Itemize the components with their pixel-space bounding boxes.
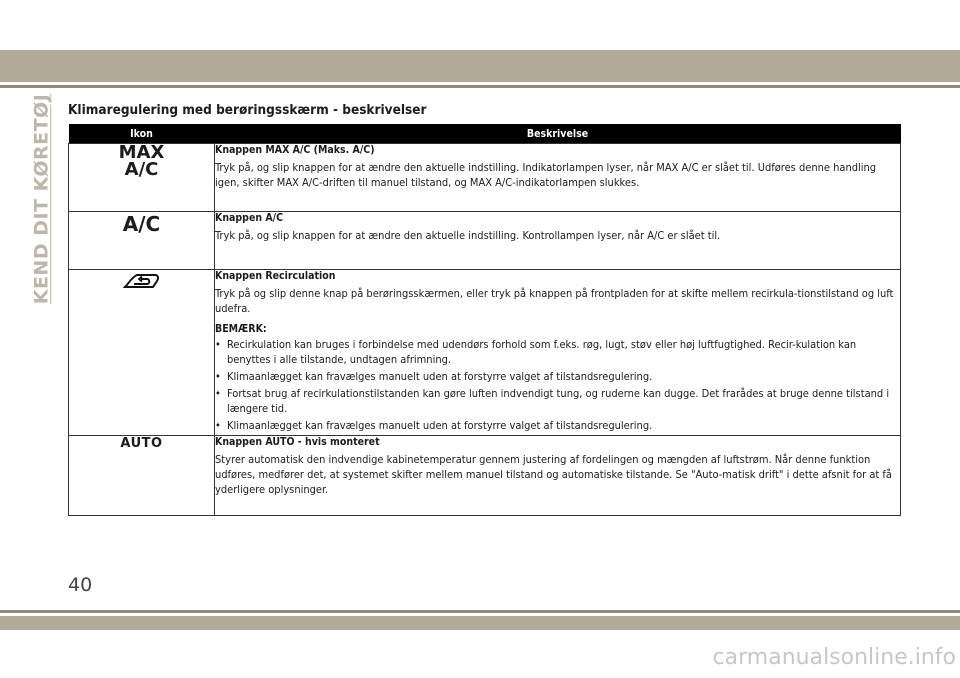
bottom-decor-band (0, 616, 960, 630)
table-row (69, 212, 901, 270)
description-cell (215, 436, 901, 516)
description-cell (215, 144, 901, 212)
header-icon: Ikon (69, 124, 215, 144)
page-title: Klimaregulering med berøringsskærm - beskrivelser (68, 102, 427, 118)
description-cell (215, 212, 901, 270)
table-header-row (69, 124, 901, 144)
item-text: Styrer automatisk den indvendige kabinetemperatur gennem justering af fordelingen og mængden af luftstrøm. Når denne funktion udføres, medfører det, at systemet skifter mellem manuel tilstand og automatiske tilstande. Se "Auto-matisk drift" i dette afsnit for at få yderligere oplysninger. (215, 453, 892, 496)
auto-icon: AUTO (120, 436, 163, 451)
item-title: Knappen AUTO - hvis monteret (215, 436, 380, 448)
max-ac-icon-label: MAX A/C (118, 142, 165, 180)
top-decor-line (0, 85, 960, 88)
table-row (69, 436, 901, 516)
notes-list (215, 337, 900, 433)
item-title: Knappen Recirculation (215, 270, 336, 282)
item-text: Tryk på, og slip knappen for at ændre den aktuelle indstilling. Kontrollampen lyser, når A/C er slået til. (215, 229, 721, 242)
table-row (69, 144, 901, 212)
description-cell (215, 270, 901, 436)
section-side-tab (26, 93, 56, 305)
max-ac-icon (69, 144, 214, 178)
section-tab-label: KEND DIT KØRETØJ (30, 93, 52, 305)
icon-cell (69, 212, 215, 270)
table-row (69, 270, 901, 436)
bottom-decor-line (0, 610, 960, 613)
item-title: Knappen A/C (215, 212, 284, 224)
note-title: BEMÆRK: (215, 323, 267, 335)
icon-cell (69, 144, 215, 212)
ac-icon: A/C (122, 212, 161, 236)
list-item: • Recirkulation kan bruges i forbindelse med udendørs forhold som f.eks. røg, lugt, støv eller høj luftfugtighed. Recir-kulation kan benyttes i alle tilstande, undtagen afrimning. (215, 337, 900, 367)
icon-cell (69, 436, 215, 516)
watermark: carmanualsonline.info (712, 645, 956, 670)
recirculation-icon (120, 270, 164, 292)
description-table (68, 124, 901, 516)
item-title: Knappen MAX A/C (Maks. A/C) (215, 144, 375, 156)
header-description: Beskrivelse (215, 124, 901, 144)
list-item: • Fortsat brug af recirkulationstilstanden kan gøre luften indvendigt tung, og ruderne kan dugge. Det frarådes at bruge denne tilstand i længere tid. (215, 386, 900, 416)
icon-cell (69, 270, 215, 436)
top-decor-band (0, 50, 960, 82)
list-item: • Klimaanlægget kan fravælges manuelt uden at forstyrre valget af tilstandsregulering. (215, 418, 900, 433)
item-text: Tryk på, og slip knappen for at ændre den aktuelle indstilling. Indikatorlampen lyser, når MAX A/C er slået til. Udføres denne handling igen, skifter MAX A/C-driften til manuel tilstand, og MAX A/C-indikatorlampen slukkes. (215, 161, 877, 189)
page-number: 40 (68, 574, 93, 596)
list-item: • Klimaanlægget kan fravælges manuelt uden at forstyrre valget af tilstandsregulering. (215, 369, 900, 384)
item-text: Tryk på og slip denne knap på berøringsskærmen, eller tryk på knappen på frontpladen for at skifte mellem recirkula-tionstilstand og luft udefra. (215, 287, 894, 315)
